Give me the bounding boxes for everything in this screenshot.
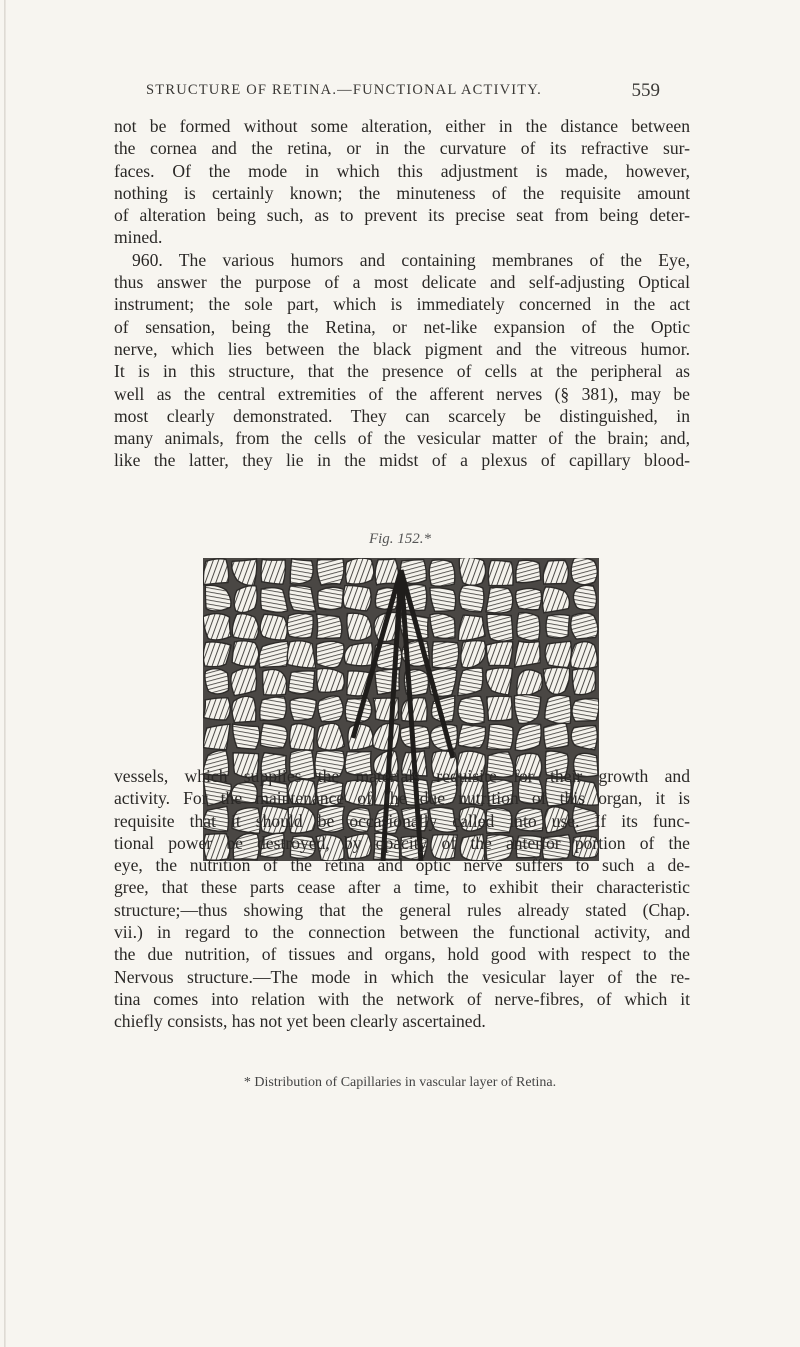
capillary-mesh-cell	[486, 642, 512, 666]
capillary-mesh-cell	[290, 724, 315, 750]
text-line: tional power be destroyed, by opacity of the anterior portion of the	[114, 832, 690, 853]
capillary-mesh-cell	[203, 642, 231, 667]
capillary-mesh-cell	[261, 588, 288, 613]
capillary-mesh-cell	[318, 696, 343, 722]
capillary-mesh-cell	[318, 587, 344, 609]
capillary-mesh-cell	[232, 696, 256, 722]
capillary-mesh-cell	[571, 558, 597, 585]
capillary-mesh-cell	[347, 613, 372, 640]
text-line: of sensation, being the Retina, or net-like expansion of the Optic	[114, 316, 690, 337]
capillary-mesh-cell	[203, 559, 228, 585]
capillary-mesh-cell	[232, 641, 259, 667]
capillary-mesh-cell	[517, 613, 540, 641]
capillary-mesh-cell	[287, 613, 313, 638]
capillary-mesh-cell	[260, 614, 287, 640]
text-line: most clearly demonstrated. They can scarcely be distinguished, in	[114, 405, 690, 426]
text-line: chiefly consists, has not yet been clearly ascertained.	[114, 1011, 486, 1032]
capillary-mesh-cell	[486, 587, 513, 613]
capillary-mesh-cell	[459, 558, 485, 585]
text-line: 960. The various humors and containing membranes of the Eye,	[132, 249, 690, 270]
capillary-mesh-cell	[487, 724, 513, 749]
capillary-mesh-cell	[571, 613, 598, 639]
text-line: many animals, from the cells of the vesicular matter of the brain; and,	[114, 428, 690, 449]
capillary-mesh-cell	[458, 615, 485, 640]
capillary-mesh-cell	[203, 614, 231, 640]
capillary-mesh-cell	[458, 725, 485, 748]
capillary-mesh-cell	[545, 641, 571, 667]
capillary-mesh-cell	[430, 588, 456, 611]
text-line: well as the central extremities of the afferent nerves (§ 381), may be	[114, 383, 690, 404]
capillary-mesh-cell	[572, 699, 599, 722]
capillary-mesh-cell	[487, 614, 513, 641]
capillary-mesh-cell	[546, 615, 570, 639]
capillary-mesh-cell	[289, 586, 316, 612]
capillary-mesh-cell	[234, 586, 257, 613]
figure-caption: Fig. 152.*	[368, 531, 432, 547]
text-line: mined.	[114, 227, 163, 248]
capillary-mesh-cell	[401, 698, 427, 722]
capillary-mesh-cell	[432, 642, 459, 668]
capillary-mesh-cell	[572, 669, 595, 695]
text-line: faces. Of the mode in which this adjustment is made, however,	[114, 160, 690, 181]
capillary-mesh-cell	[261, 559, 285, 584]
capillary-mesh-cell	[458, 696, 484, 724]
capillary-mesh-cell	[459, 585, 484, 612]
capillary-mesh-cell	[458, 668, 483, 696]
text-line: the cornea and the retina, or in the curvature of its refractive sur-	[114, 138, 690, 159]
page-edge-rule	[4, 0, 6, 1347]
text-line: vessels, which supplies the materials requisite for their growth and	[114, 766, 690, 786]
capillary-mesh-cell	[516, 560, 541, 582]
text-line: nothing is certainly known; the minuteness of the requisite amount	[114, 182, 690, 203]
text-line: nerve, which lies between the black pigment and the vitreous humor.	[114, 338, 690, 359]
running-head	[146, 82, 658, 99]
capillary-mesh-cell	[316, 641, 344, 667]
capillary-mesh-cell	[289, 671, 315, 694]
text-line: like the latter, they lie in the midst of a plexus of capillary blood-	[114, 450, 690, 471]
page-number: 559	[631, 80, 660, 101]
capillary-mesh-cell	[231, 668, 257, 696]
text-line: structure;—thus showing that the general rules already stated (Chap.	[114, 899, 690, 920]
capillary-mesh-cell	[343, 586, 371, 611]
capillary-mesh-cell	[487, 696, 512, 721]
capillary-mesh-cell	[317, 559, 344, 586]
capillary-mesh-cell	[516, 588, 542, 609]
capillary-mesh-cell	[571, 726, 597, 750]
text-block-top	[114, 115, 690, 472]
capillary-mesh-cell	[345, 558, 373, 584]
capillary-mesh-cell	[488, 560, 513, 585]
capillary-mesh-cell	[317, 614, 342, 638]
text-line: requisite that it should be occasionally called into use. If its func-	[114, 810, 690, 831]
capillary-mesh-cell	[287, 641, 315, 668]
capillary-mesh-cell	[263, 669, 287, 695]
capillary-mesh-cell	[571, 642, 598, 669]
text-line: instrument; the sole part, which is immediately concerned in the act	[114, 294, 690, 315]
capillary-mesh-cell	[233, 724, 260, 749]
capillary-mesh-cell	[573, 585, 596, 610]
text-line: Nervous structure.—The mode in which the vesicular layer of the re-	[114, 966, 690, 987]
text-line: eye, the nutrition of the retina and optic nerve suffers to such a de-	[114, 855, 690, 876]
capillary-mesh-cell	[429, 560, 455, 586]
capillary-mesh-cell	[543, 560, 568, 584]
text-line: thus answer the purpose of a most delicate and self-adjusting Optical	[114, 272, 690, 293]
capillary-mesh-cell	[232, 614, 258, 640]
capillary-mesh-cell	[317, 668, 345, 692]
text-line: tina comes into relation with the network of nerve-fibres, of which it	[114, 988, 690, 1009]
capillary-mesh-cell	[344, 643, 372, 666]
footnote: * Distribution of Capillaries in vascular layer of Retina.	[243, 1075, 557, 1090]
text-line: activity. For the maintenance of the due nutrition of this organ, it is	[114, 788, 690, 809]
text-line: the due nutrition, of tissues and organs, hold good with respect to the	[114, 944, 690, 965]
capillary-mesh-cell	[203, 724, 230, 749]
text-line: It is in this structure, that the presence of cells at the peripheral as	[114, 361, 690, 382]
capillary-mesh-cell	[544, 723, 569, 748]
text-block-bottom	[114, 765, 690, 1033]
capillary-mesh-cell	[545, 695, 571, 723]
running-title: STRUCTURE OF RETINA.—FUNCTIONAL ACTIVITY.	[146, 82, 542, 98]
capillary-mesh-cell	[203, 698, 230, 720]
capillary-mesh-cell	[515, 641, 541, 667]
capillary-mesh-cell	[430, 614, 455, 639]
capillary-mesh-cell	[290, 559, 313, 584]
capillary-mesh-cell	[260, 697, 287, 721]
text-line: vii.) in regard to the connection between the functional activity, and	[114, 922, 690, 943]
text-line: not be formed without some alteration, either in the distance between	[114, 116, 690, 136]
capillary-mesh-cell	[260, 724, 287, 748]
text-line: gree, that these parts cease after a time, to exhibit their characteristic	[114, 877, 690, 898]
capillary-mesh-cell	[290, 698, 316, 721]
text-line: of alteration being such, as to prevent its precise seat from being deter-	[114, 205, 690, 226]
capillary-mesh-cell	[205, 669, 229, 694]
